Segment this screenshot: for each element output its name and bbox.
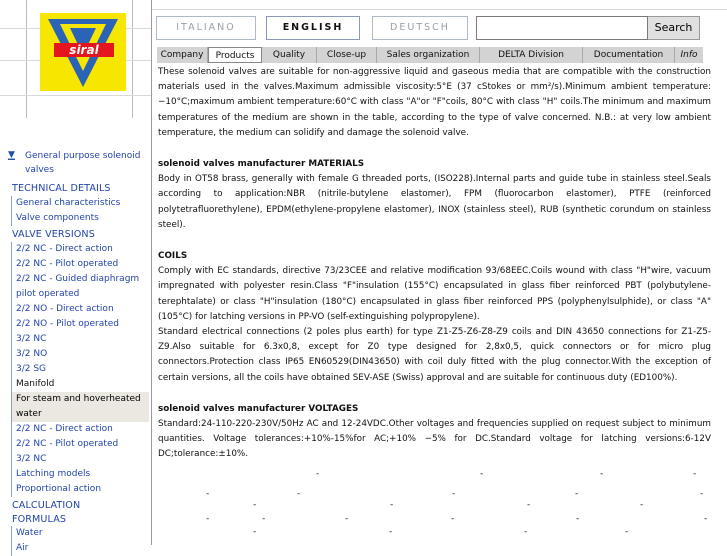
arrow-down-icon: ▼ ▔ bbox=[8, 150, 15, 170]
sidebar-item-steam-selected[interactable]: For steam and hoverheated water bbox=[11, 392, 149, 422]
sidebar-item[interactable]: 3/2 SG bbox=[11, 362, 149, 377]
table-cell: - bbox=[253, 500, 257, 510]
intro-paragraph: These solenoid valves are suitable for non-aggressive liquid and gaseous media that are compatible with the construction materials used in the valves.Maximum admissible viscosity:5°E (37 cStokes or mm²/s).Minimum ambient temperature: −10°C;maximum ambient temperature:60°C with class "A"or "F"coils, 80°C with class "H" coils.The minimum and maximum temperatures of the medium are shown in the table, according to the type of valve concerned. N.B.: at very low ambient temperature, the medium can solidify and damage the solenoid valve. bbox=[158, 67, 711, 138]
sidebar-item[interactable]: 2/2 NC - Direct action bbox=[11, 242, 149, 257]
coils-paragraph-2: Standard electrical connections (2 poles plus earth) for type Z1-Z5-Z6-Z8-Z9 coils and DIN 43650 connections for Z1-Z5-Z9.Also suitable for 6.3x0,8, except for Z0 type designed for 2,8x0,5, quick connectors or for micro plug connectors.Protection class IP65 EN60529(DIN43650) with coil duly fitted with the plug connector.With the exception of certain versions, all the coils have obtained SEV-ASE (Swiss) approval and are suitable for continuous duty (ED100%). bbox=[158, 327, 711, 383]
table-cell: - bbox=[625, 527, 629, 537]
sidebar-item[interactable]: Latching models bbox=[11, 467, 149, 482]
table-cell: - bbox=[390, 500, 394, 510]
table-cell: - bbox=[524, 527, 528, 537]
table-cell: - bbox=[576, 514, 580, 524]
menu-delta-division[interactable]: DELTA Division bbox=[480, 47, 583, 63]
divider bbox=[152, 9, 727, 10]
table-cell: - bbox=[575, 489, 579, 499]
table-cell: - bbox=[693, 469, 697, 479]
logo-text: siral bbox=[69, 43, 99, 57]
table-cell: - bbox=[316, 469, 320, 479]
menu-close-up[interactable]: Close-up bbox=[317, 47, 377, 63]
section-calculation-formulas[interactable]: CALCULATION FORMULAS bbox=[12, 500, 81, 525]
search-input[interactable] bbox=[476, 16, 648, 40]
divider bbox=[0, 95, 152, 96]
search-button[interactable]: Search bbox=[648, 16, 700, 40]
coils-heading: COILS bbox=[158, 251, 188, 262]
table-cell: - bbox=[206, 514, 210, 524]
voltages-paragraph: Standard:24-110-220-230V/50Hz AC and 12-24VDC.Other voltages and frequencies supplied on request subject to minimum quantities. Voltage tolerances:+10%-15%for AC;+10% −5% for DC.Standard voltage for latching versions:6-12V DC;tolerance:±10%. bbox=[158, 419, 711, 460]
sidebar-item[interactable]: 2/2 NC - Pilot operated bbox=[11, 257, 149, 272]
divider bbox=[26, 0, 27, 118]
menu-sales-organization[interactable]: Sales organization bbox=[377, 47, 480, 63]
menu-quality[interactable]: Quality bbox=[262, 47, 317, 63]
column-divider bbox=[151, 0, 152, 545]
menu-documentation[interactable]: Documentation bbox=[583, 47, 675, 63]
lang-tab-deutsch[interactable]: DEUTSCH bbox=[372, 16, 468, 40]
table-cell: - bbox=[600, 469, 604, 479]
table-cell: - bbox=[206, 489, 210, 499]
table-cell: - bbox=[345, 514, 349, 524]
sidebar-item[interactable]: 2/2 NC - Pilot operated bbox=[11, 437, 149, 452]
section-valve-versions[interactable]: VALVE VERSIONS bbox=[12, 229, 95, 240]
sidebar-item[interactable]: Proportional action bbox=[11, 482, 149, 497]
table-cell: - bbox=[451, 514, 455, 524]
sidebar-item[interactable]: 2/2 NO - Pilot operated bbox=[11, 317, 149, 332]
sidebar-item-general-purpose[interactable]: General purpose solenoid valves bbox=[25, 151, 141, 175]
left-column bbox=[0, 0, 152, 553]
menu-info[interactable]: Info bbox=[680, 50, 698, 60]
table-cell: - bbox=[253, 527, 257, 537]
lang-tab-italiano[interactable]: ITALIANO bbox=[156, 16, 256, 40]
divider bbox=[132, 0, 133, 118]
voltages-heading: solenoid valves manufacturer VOLTAGES bbox=[158, 403, 359, 414]
sidebar-item[interactable]: Manifold bbox=[11, 377, 149, 392]
sidebar-item[interactable]: 3/2 NC bbox=[11, 452, 149, 467]
sidebar-item[interactable]: 2/2 NC - Direct action bbox=[11, 422, 149, 437]
materials-heading: solenoid valves manufacturer MATERIALS bbox=[158, 159, 365, 170]
sidebar-item[interactable]: 2/2 NC - Guided diaphragm pilot operated bbox=[11, 272, 149, 302]
section-technical-details[interactable]: TECHNICAL DETAILS bbox=[12, 183, 111, 194]
sidebar-item[interactable]: 2/2 NO - Direct action bbox=[11, 302, 149, 317]
table-cell: - bbox=[262, 514, 266, 524]
sidebar-item-valve-components[interactable]: Valve components bbox=[11, 211, 149, 226]
main-content bbox=[158, 65, 711, 463]
siral-logo[interactable] bbox=[40, 13, 126, 91]
sidebar-item-general-characteristics[interactable]: General characteristics bbox=[11, 196, 149, 211]
table-cell: - bbox=[527, 500, 531, 510]
lang-tab-english[interactable]: ENGLISH bbox=[266, 16, 360, 40]
table-cell: - bbox=[480, 469, 484, 479]
coils-paragraph-1: Comply with EC standards, directive 73/23CEE and relative modification 93/68EEC.Coils wound with class "H"wire, vacuum impregnated with polyester resin.Class "F"insulation (155°C) encapsulated in glass fiber reinforced PBT (polybutylene-terephtalate) or class "H"insulation (180°C) encapsulated in glass fiber reinforced PPS (polyphenylsulphide), or class "A"(105°C) for latching versions in PP-VO (self-extinguishing polypropylene). bbox=[158, 266, 711, 322]
sidebar-item[interactable]: 3/2 NC bbox=[11, 332, 149, 347]
menu-company[interactable]: Company bbox=[157, 47, 208, 63]
table-cell: - bbox=[389, 527, 393, 537]
main-menu bbox=[157, 47, 703, 63]
table-cell: - bbox=[640, 500, 644, 510]
table-cell: - bbox=[700, 489, 704, 499]
table-cell: - bbox=[704, 514, 708, 524]
table-cell: - bbox=[452, 489, 456, 499]
materials-paragraph: Body in OT58 brass, generally with female G threaded ports, (ISO228).Internal parts and guide tube in stainless steel.Seals according to application:NBR (nitrile-butylene elastomer), FPM (fluorocarbon elastomer), PTFE (reinforced polytetrafluorethylene), EPDM(ethylene-propylene elastomer), INOX (stainless steel), RUB (synthetic corundum on stainless steel). bbox=[158, 174, 711, 230]
menu-products[interactable]: Products bbox=[208, 47, 262, 63]
sidebar-item-air[interactable]: Air bbox=[11, 541, 149, 556]
sidebar-item[interactable]: 3/2 NO bbox=[11, 347, 149, 362]
table-cell: - bbox=[297, 489, 301, 499]
sidebar-item-water[interactable]: Water bbox=[11, 526, 149, 541]
